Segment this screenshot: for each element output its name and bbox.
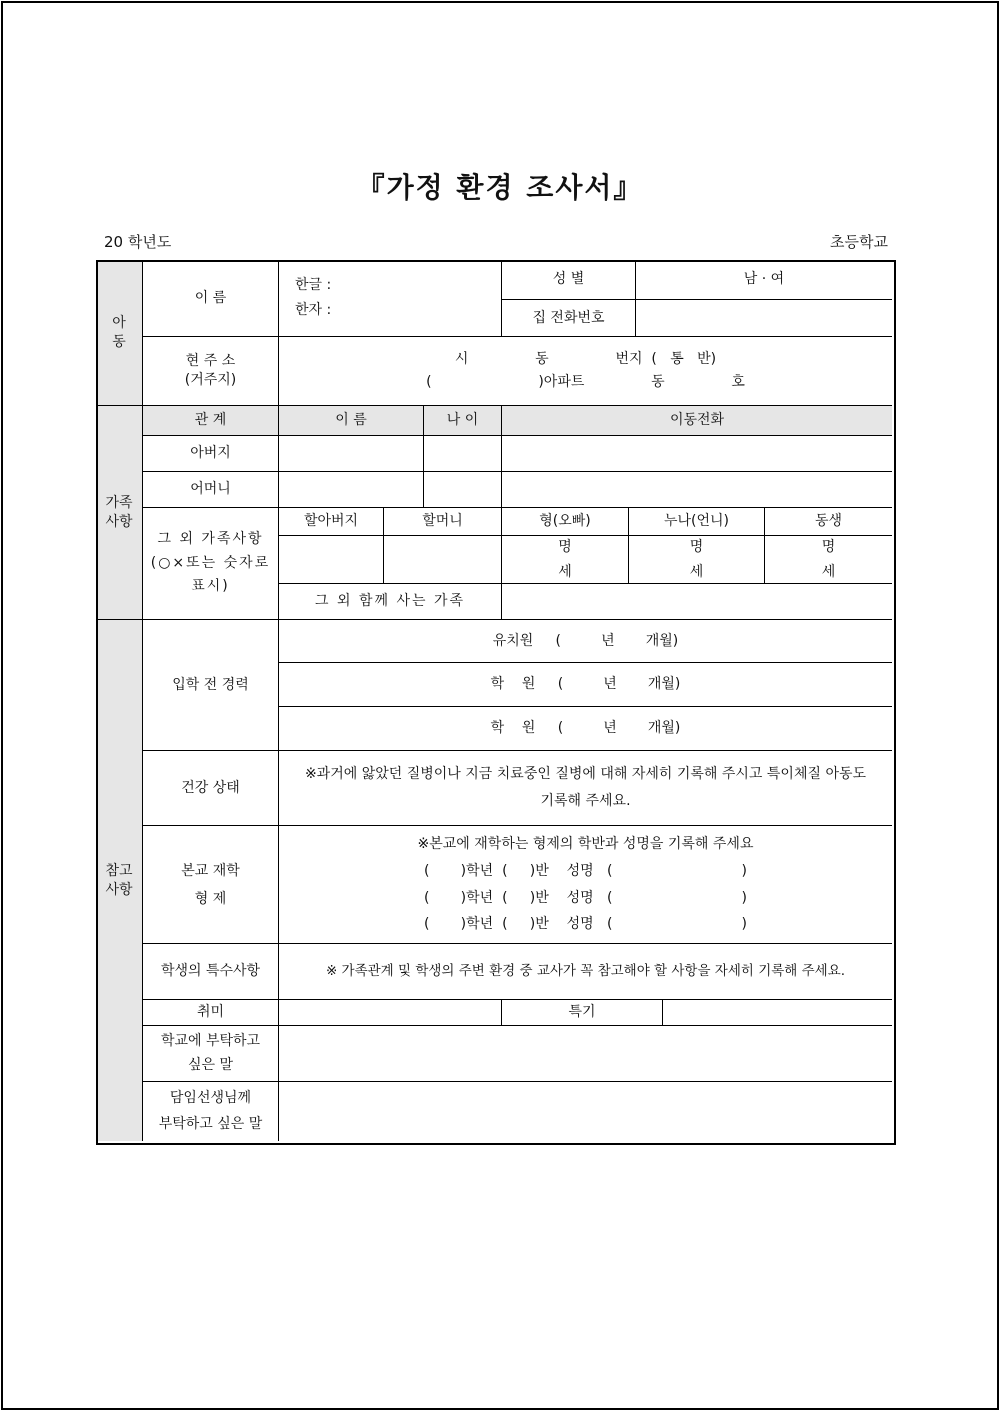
cohabit-family-label: 그 외 함께 사는 가족 (278, 583, 501, 619)
survey-form (96, 260, 896, 1145)
count-unit: 명 (689, 538, 704, 555)
age-unit: 세 (821, 563, 836, 580)
younger-sibling-header: 동생 (764, 507, 892, 535)
special-notes-field[interactable]: ※ 가족관계 및 학생의 주변 환경 중 교사가 꼭 참고해야 할 사항을 자세히 기록해 주세요. (278, 943, 892, 999)
special-notes-label: 학생의 특수사항 (142, 943, 278, 999)
siblings-note: ※본교에 재학하는 형제의 학반과 성명을 기록해 주세요 (417, 835, 754, 852)
other-family-label: 그 외 가족사항 (○×또는 숫자로 표시) (142, 507, 278, 619)
preschool-row[interactable]: 학 원 ( 년 개월) (278, 662, 892, 706)
name-label: 이 름 (142, 260, 278, 336)
father-label: 아버지 (142, 435, 278, 471)
gender-field[interactable]: 남 · 여 (635, 260, 892, 299)
section-child: 아 동 (96, 260, 142, 405)
count-unit: 명 (821, 538, 836, 555)
form-frame (96, 260, 896, 1145)
section-reference: 참고 사항 (96, 619, 142, 1141)
hanja-label: 한자 : (295, 302, 332, 318)
gender-label: 성 별 (501, 260, 635, 299)
health-field[interactable]: ※과거에 앓았던 질병이나 지금 치료중인 질병에 대해 자세히 기록해 주시고 특이체질 아동도 기록해 주세요. (278, 750, 892, 825)
hangul-label: 한글 : (295, 277, 332, 294)
page-title: 『가정 환경 조사서』 (356, 171, 644, 204)
grandmother-header: 할머니 (383, 507, 501, 535)
school-name-label: 초등학교 (830, 233, 888, 251)
home-phone-label: 집 전화번호 (501, 299, 635, 336)
teacher-request-label: 담임선생님께 부탁하고 싶은 말 (142, 1081, 278, 1141)
talent-label: 특기 (501, 999, 662, 1025)
header-relation: 관 계 (142, 405, 278, 435)
school-request-label: 학교에 부탁하고 싶은 말 (142, 1025, 278, 1081)
health-label: 건강 상태 (142, 750, 278, 825)
grandfather-header: 할아버지 (278, 507, 383, 535)
count-unit: 명 (558, 538, 572, 555)
preschool-row[interactable]: 유치원 ( 년 개월) (278, 619, 892, 662)
school-year-label: 20 학년도 (104, 233, 172, 251)
address-label: 현 주 소 (거주지) (142, 336, 278, 405)
sibling-row: ( )학년 ( )반 성명 ( ) (424, 862, 747, 879)
header-mobile: 이동전화 (501, 405, 892, 435)
hobby-label: 취미 (142, 999, 278, 1025)
age-unit: 세 (689, 563, 704, 580)
enrolled-siblings-label: 본교 재학 형 제 (142, 825, 278, 943)
age-unit: 세 (558, 563, 572, 580)
older-brother-header: 형(오빠) (501, 507, 628, 535)
address-line-1: 시 동 번지 ( 통 반) (454, 351, 717, 368)
preschool-row[interactable]: 학 원 ( 년 개월) (278, 706, 892, 750)
header-name: 이 름 (278, 405, 423, 435)
preschool-label: 입학 전 경력 (142, 619, 278, 750)
address-line-2: ( )아파트 동 호 (426, 374, 745, 390)
sibling-row: ( )학년 ( )반 성명 ( ) (424, 889, 747, 906)
header-age: 나 이 (423, 405, 501, 435)
section-family: 가족 사항 (96, 405, 142, 619)
sibling-row: ( )학년 ( )반 성명 ( ) (424, 916, 747, 933)
older-sister-header: 누나(언니) (628, 507, 764, 535)
mother-label: 어머니 (142, 471, 278, 507)
